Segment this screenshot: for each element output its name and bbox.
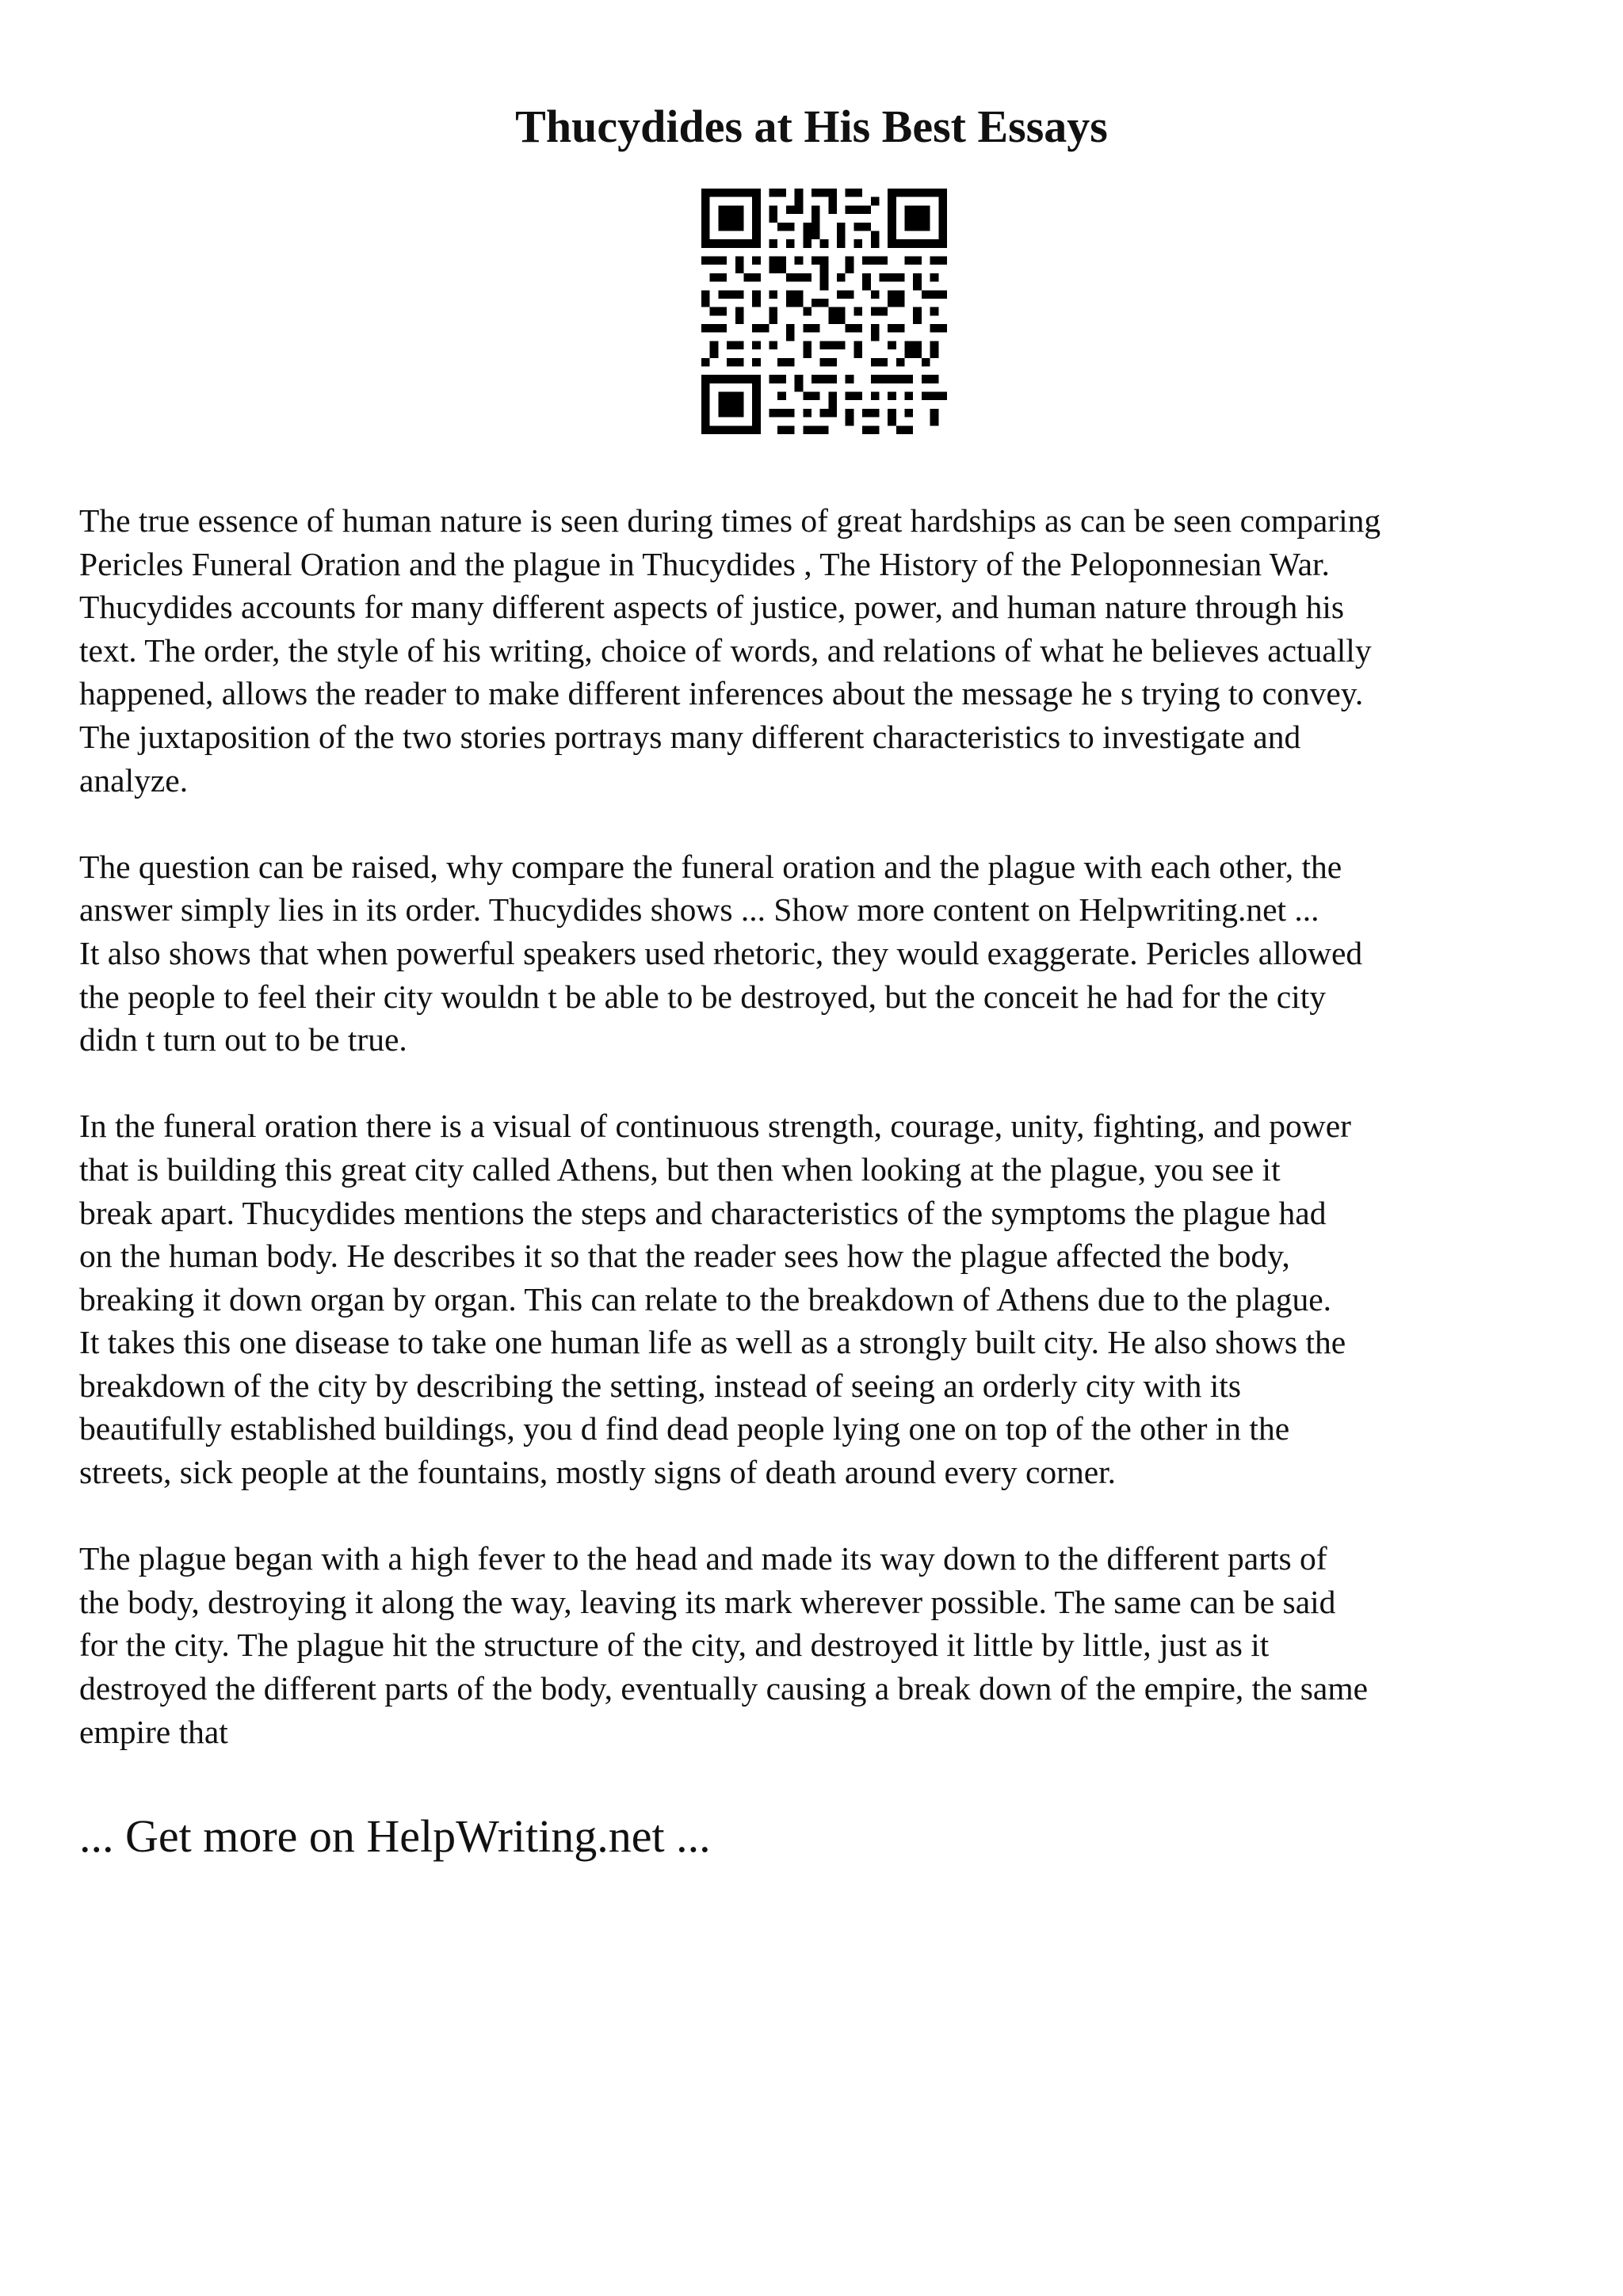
text-line: In the funeral oration there is a visual of continuous strength, courage, unity, fighting, and power (79, 1108, 1352, 1145)
text-line: that is building this great city called Athens, but then when looking at the plague, you see it (79, 1150, 1281, 1188)
text-line: text. The order, the style of his writing, choice of words, and relations of what he believes actually (79, 631, 1372, 669)
text-line: didn t turn out to be true. (79, 1021, 407, 1058)
text-line: the people to feel their city wouldn t be able to be destroyed, but the conceit he had for the city (79, 978, 1327, 1015)
text-line: destroyed the different parts of the body, eventually causing a break down of the empire, the same (79, 1670, 1369, 1707)
text-line: The true essence of human nature is seen during times of great hardships as can be seen comparing (79, 502, 1381, 539)
text-line: answer simply lies in its order. Thucydides shows ... Show more content on Helpwriting.net ... (79, 891, 1319, 929)
text-line: empire that (79, 1713, 228, 1750)
text-line: the body, destroying it along the way, leaving its mark wherever possible. The same can be said (79, 1583, 1336, 1620)
text-line: beautifully established buildings, you d find dead people lying one on top of the other in the (79, 1410, 1290, 1447)
text-line: for the city. The plague hit the structure of the city, and destroyed it little by little, just as it (79, 1627, 1270, 1664)
essay-body (79, 499, 1553, 1797)
footer-link[interactable]: ... Get more on HelpWriting.net ... (79, 1810, 711, 1862)
paragraph-2 (79, 845, 1553, 1062)
text-line: streets, sick people at the fountains, mostly signs of death around every corner. (79, 1454, 1117, 1491)
text-line: on the human body. He describes it so that the reader sees how the plague affected the body, (79, 1238, 1290, 1275)
text-line: The question can be raised, why compare the funeral oration and the plague with each other, the (79, 848, 1342, 885)
paragraph-1 (79, 499, 1553, 802)
paragraph-3 (79, 1104, 1553, 1493)
text-line: Pericles Funeral Oration and the plague in Thucydides , The History of the Peloponnesian War. (79, 545, 1330, 582)
text-line: breakdown of the city by describing the setting, instead of seeing an orderly city with its (79, 1367, 1241, 1404)
text-line: The juxtaposition of the two stories portrays many different characteristics to investigate and (79, 718, 1301, 755)
text-line: It takes this one disease to take one human life as well as a strongly built city. He also shows the (79, 1324, 1346, 1361)
paragraph-4 (79, 1537, 1553, 1753)
page-title: Thucydides at His Best Essays (515, 101, 1108, 152)
text-line: analyze. (79, 761, 189, 799)
text-line: It also shows that when powerful speakers used rhetoric, they would exaggerate. Pericles allowed (79, 934, 1363, 971)
text-line: The plague began with a high fever to the head and made its way down to the different parts of (79, 1540, 1327, 1577)
text-line: Thucydides accounts for many different aspects of justice, power, and human nature through his (79, 589, 1345, 626)
text-line: break apart. Thucydides mentions the steps and characteristics of the symptoms the plague had (79, 1194, 1327, 1231)
qr-code-icon (701, 189, 947, 434)
text-line: breaking it down organ by organ. This can relate to the breakdown of Athens due to the plague. (79, 1280, 1332, 1318)
text-line: happened, allows the reader to make different inferences about the message he s trying to convey. (79, 675, 1364, 712)
